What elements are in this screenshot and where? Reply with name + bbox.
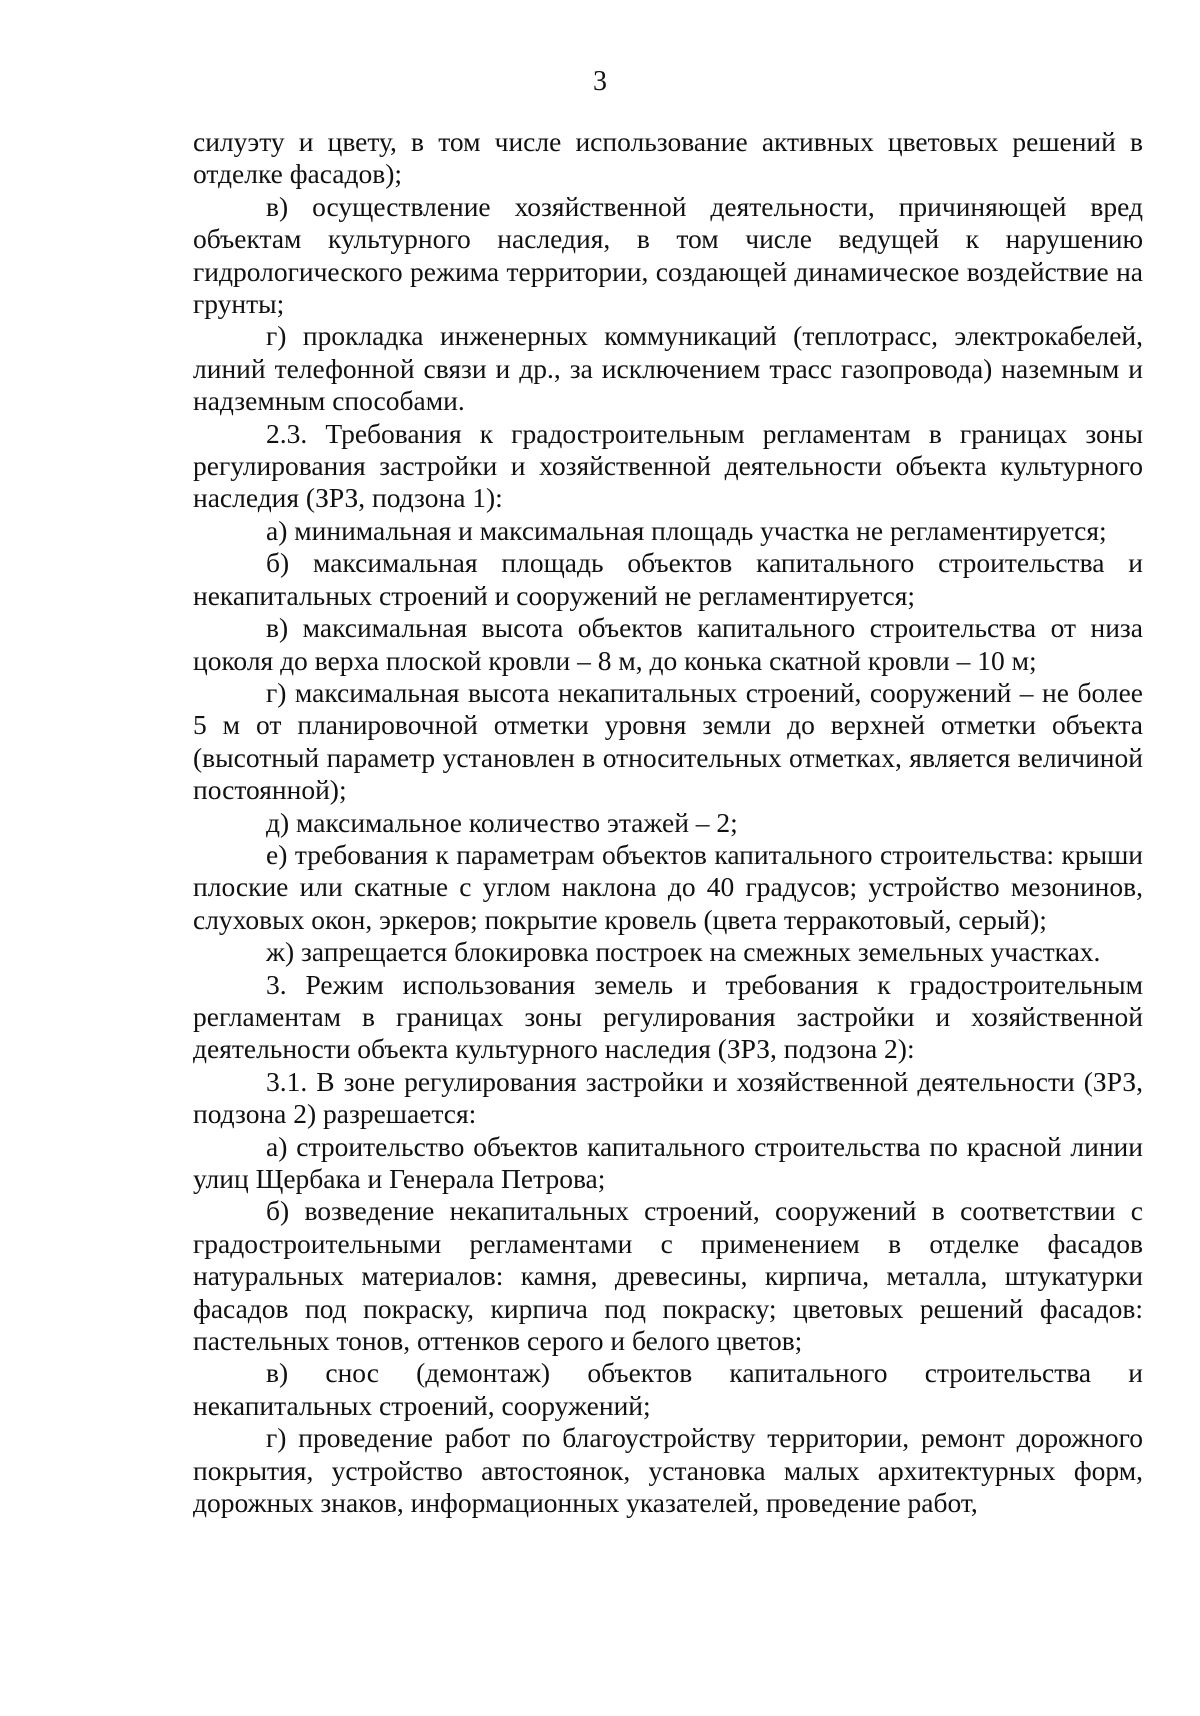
paragraph: в) осуществление хозяйственной деятельности, причиняющей вред объектам культурного наследия, в том числе ведущей к нарушению гидрологического режима территории, создающей динамическое воздействие на грунты; [193,190,1143,320]
paragraph: а) минимальная и максимальная площадь участка не регламентируется; [266,514,1107,546]
paragraph: г) прокладка инженерных коммуникаций (теплотрасс, электрокабелей, линий телефонной связи и др., за исключением трасс газопровода) наземным и надземным способами. [193,320,1143,417]
paragraph: г) проведение работ по благоустройству территории, ремонт дорожного покрытия, устройство автостоянок, установка малых архитектурных форм, дорожных знаков, информационных указателей, проведение работ, [193,1422,1143,1519]
paragraph: д) максимальное количество этажей – 2; [266,806,738,838]
paragraph: силуэту и цвету, в том числе использование активных цветовых решений в отделке фасадов); [193,126,1143,190]
paragraph: а) строительство объектов капитального строительства по красной линии улиц Щербака и Генерала Петрова; [193,1130,1143,1194]
paragraph: г) максимальная высота некапитальных строений, сооружений – не более 5 м от планировочной отметки уровня земли до верхней отметки объекта (высотный параметр установлен в относительных отметках, является величиной постоянной); [193,676,1143,806]
paragraph: в) снос (демонтаж) объектов капитального строительства и некапитальных строений, сооружений; [193,1357,1143,1421]
section-heading-paragraph: 3. Режим использования земель и требования к градостроительным регламентам в границах зоны регулирования застройки и хозяйственной деятельности объекта культурного наследия (ЗРЗ, подзона 2): [193,968,1143,1065]
paragraph: б) возведение некапитальных строений, сооружений в соответствии с градостроительными регламентами с применением в отделке фасадов натуральных материалов: камня, древесины, кирпича, металла, штукатурки фасадов под покраску, кирпича под покраску; цветовых решений фасадов: пастельных тонов, оттенков серого и белого цветов; [193,1195,1143,1357]
document-body [193,126,1143,1519]
paragraph: в) максимальная высота объектов капитального строительства от низа цоколя до верха плоской кровли – 8 м, до конька скатной кровли – 10 м; [193,612,1143,676]
paragraph: ж) запрещается блокировка построек на смежных земельных участках. [266,936,1101,968]
paragraph: е) требования к параметрам объектов капитального строительства: крыши плоские или скатные с углом наклона до 40 градусов; устройство мезонинов, слуховых окон, эркеров; покрытие кровель (цвета терракотовый, серый); [193,838,1143,935]
paragraph: б) максимальная площадь объектов капитального строительства и некапитальных строений и сооружений не регламентируется; [193,547,1143,611]
page-number: 3 [593,66,607,97]
section-heading-paragraph: 3.1. В зоне регулирования застройки и хозяйственной деятельности (ЗРЗ, подзона 2) разрешается: [193,1065,1143,1130]
section-heading-paragraph: 2.3. Требования к градостроительным регламентам в границах зоны регулирования застройки и хозяйственной деятельности объекта культурного наследия (ЗРЗ, подзона 1): [193,417,1143,514]
